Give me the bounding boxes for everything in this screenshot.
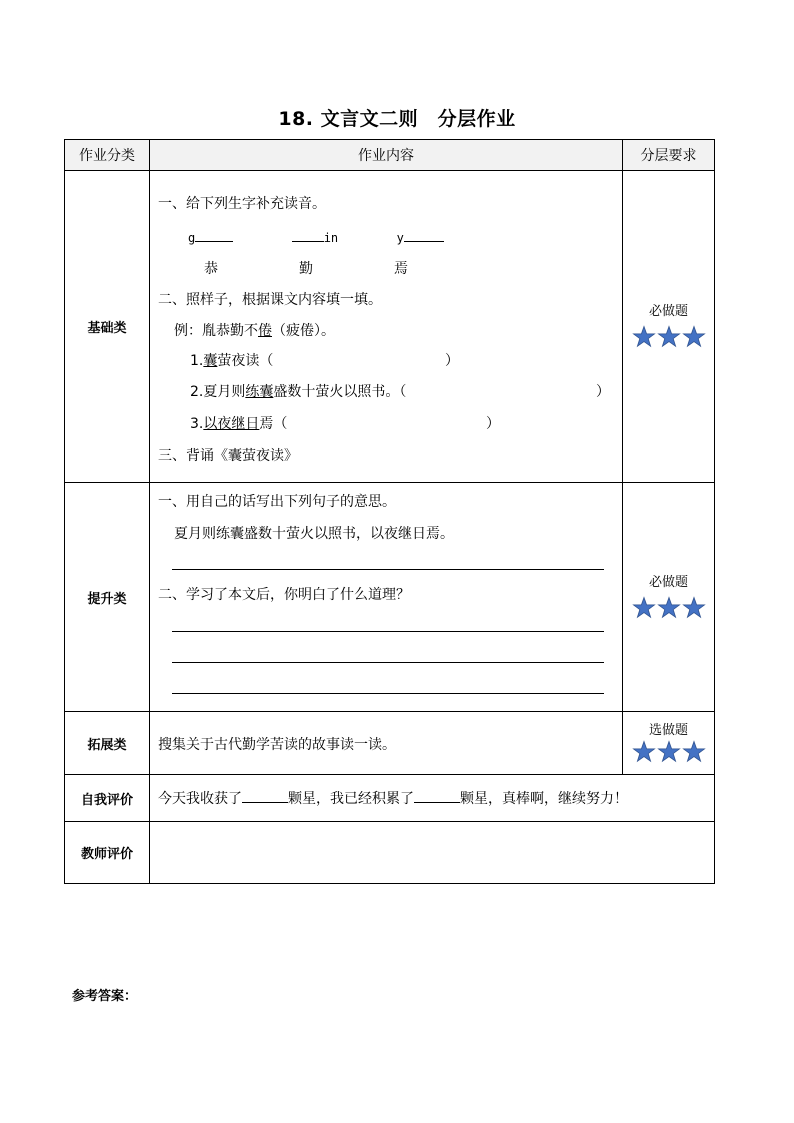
- self-eval-content: [150, 775, 715, 822]
- star-icon: [632, 740, 656, 764]
- extension-req-label: 选做题: [648, 722, 688, 738]
- item2-close: ）: [596, 384, 610, 400]
- item1-rest: 萤夜读（: [217, 353, 274, 369]
- self-eval-row: [65, 775, 715, 822]
- pinyin-blank-2[interactable]: [292, 229, 324, 242]
- header-content: 作业内容: [150, 140, 623, 171]
- self-eval-part3: 颗星，真棒啊，继续努力！: [460, 791, 628, 807]
- item3-word: 以夜继日: [203, 416, 260, 432]
- answer-line-2[interactable]: [172, 631, 604, 632]
- extension-requirement: [623, 712, 715, 775]
- answer-line-1[interactable]: [172, 569, 604, 570]
- header-row: [65, 140, 715, 171]
- advanced-sentence: 夏月则练囊盛数十萤火以照书，以夜继日焉。: [174, 526, 454, 542]
- self-eval-part2: 颗星，我已经积累了: [288, 791, 414, 807]
- self-eval-part1: 今天我收获了: [158, 791, 242, 807]
- star-icon: [632, 596, 656, 620]
- pinyin-row: [188, 229, 444, 245]
- item1-close: ）: [445, 353, 459, 369]
- basic-q1: 一、给下列生字补充读音。: [158, 196, 326, 212]
- example-suffix: （疲倦）。: [272, 323, 335, 339]
- self-eval-category: 自我评价: [65, 775, 150, 822]
- example-word: 倦: [258, 323, 272, 339]
- extension-content: [150, 712, 623, 775]
- star-icon: [682, 325, 706, 349]
- star-icon: [657, 596, 681, 620]
- basic-category: 基础类: [65, 171, 150, 483]
- item2-word: 练囊: [245, 384, 274, 400]
- item2-rest: 盛数十萤火以照书。（: [273, 384, 407, 400]
- teacher-eval-category: 教师评价: [65, 822, 150, 884]
- answer-line-4[interactable]: [172, 693, 604, 694]
- pinyin-blank-1[interactable]: [195, 229, 233, 242]
- star-icon: [682, 740, 706, 764]
- basic-row: [65, 171, 715, 483]
- page-title: 18. 文言文二则 分层作业: [278, 108, 516, 130]
- homework-table: [64, 139, 715, 884]
- star-icon: [632, 325, 656, 349]
- stars-total-blank[interactable]: [414, 790, 460, 803]
- header-requirement: 分层要求: [623, 140, 715, 171]
- basic-req-label: 必做题: [648, 304, 688, 319]
- stars-earned-blank[interactable]: [242, 790, 288, 803]
- basic-content: [150, 171, 623, 483]
- item1-word: 囊: [203, 353, 218, 369]
- star-rating: [632, 596, 706, 620]
- header-category: 作业分类: [65, 140, 150, 171]
- example-prefix: 例：胤恭勤不: [174, 323, 258, 339]
- item2-pre: 2.夏月则: [190, 384, 246, 400]
- basic-item-2: [190, 381, 406, 401]
- star-icon: [657, 740, 681, 764]
- star-rating: [632, 740, 706, 764]
- pinyin-1: g: [188, 231, 196, 245]
- teacher-eval-content[interactable]: [150, 822, 715, 884]
- item3-rest: 焉（: [259, 416, 288, 432]
- advanced-row: [65, 483, 715, 712]
- advanced-q2: 二、学习了本文后，你明白了什么道理？: [158, 587, 410, 603]
- star-icon: [682, 596, 706, 620]
- pinyin-3: y: [396, 231, 404, 245]
- star-icon: [657, 325, 681, 349]
- extension-row: [65, 712, 715, 775]
- answer-line-3[interactable]: [172, 662, 604, 663]
- item3-num: 3.: [190, 416, 204, 432]
- item1-num: 1.: [190, 353, 204, 369]
- pinyin-2: in: [323, 231, 339, 245]
- advanced-content: [150, 483, 623, 712]
- basic-item-3: [190, 413, 287, 433]
- extension-category: 拓展类: [65, 712, 150, 775]
- extension-task: 搜集关于古代勤学苦读的故事读一读。: [158, 737, 396, 753]
- answer-label: 参考答案：: [72, 989, 138, 1004]
- advanced-category: 提升类: [65, 483, 150, 712]
- basic-q2: 二、照样子，根据课文内容填一填。: [158, 292, 382, 308]
- char-2: 勤: [299, 261, 313, 277]
- basic-q3: 三、背诵《囊萤夜读》: [158, 448, 298, 464]
- basic-requirement: [623, 171, 715, 483]
- basic-item-1: [190, 350, 273, 370]
- pinyin-blank-3[interactable]: [404, 229, 444, 242]
- char-1: 恭: [204, 261, 218, 277]
- char-3: 焉: [394, 261, 408, 277]
- teacher-eval-row: [65, 822, 715, 884]
- advanced-requirement: [623, 483, 715, 712]
- advanced-q1: 一、用自己的话写出下列句子的意思。: [158, 494, 396, 510]
- item3-close: ）: [486, 416, 500, 432]
- basic-example: [174, 320, 335, 340]
- star-rating: [632, 325, 706, 349]
- advanced-req-label: 必做题: [648, 574, 688, 590]
